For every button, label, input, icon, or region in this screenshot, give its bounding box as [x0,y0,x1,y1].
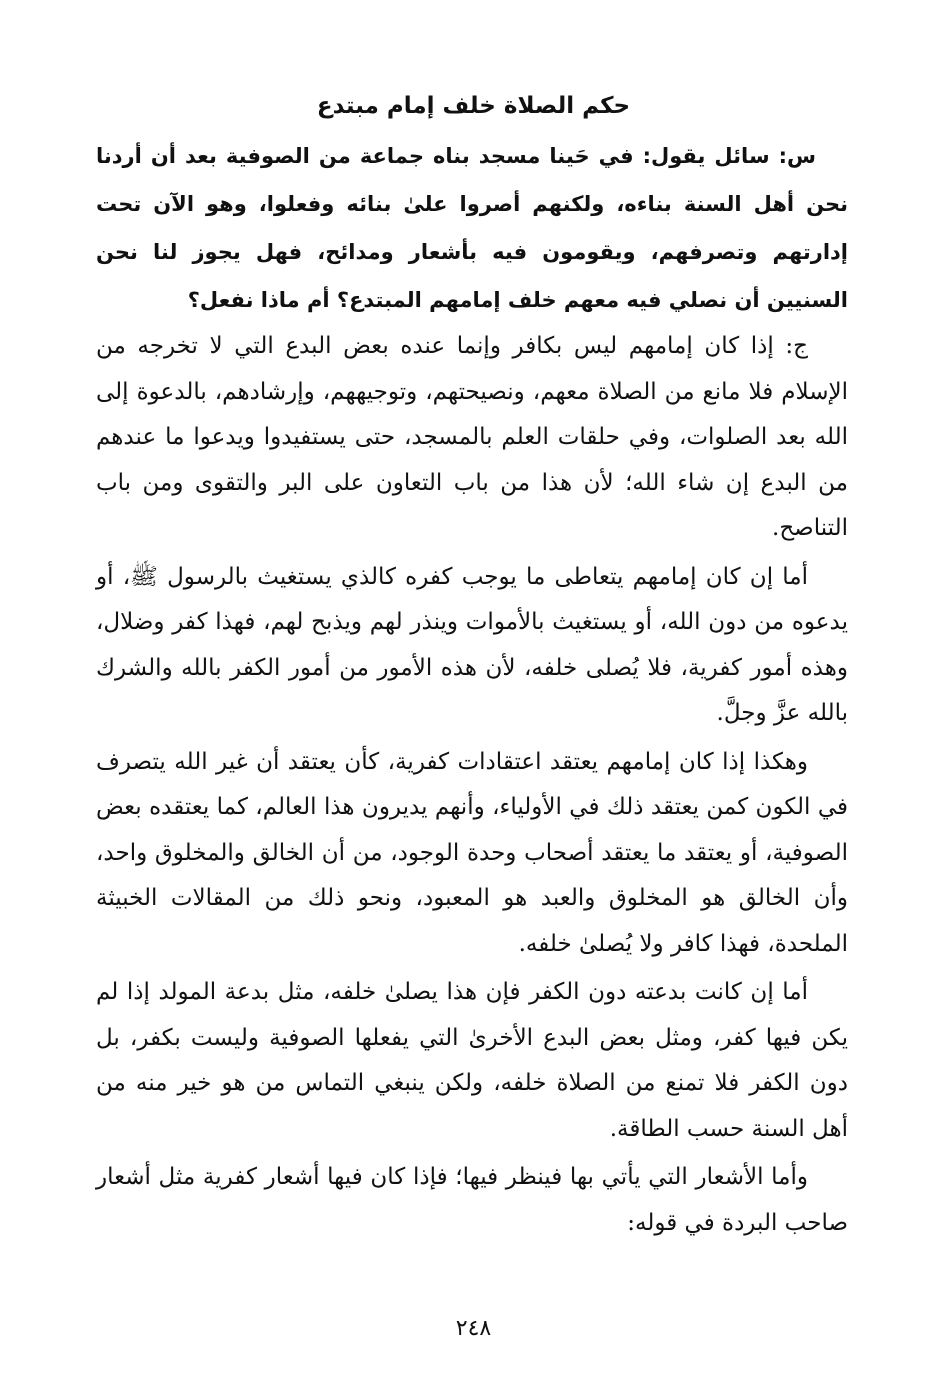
question-paragraph: س: سائل يقول: في حَينا مسجد بناه جماعة من الصوفية بعد أن أردنا نحن أهل السنة بناءه، ولكنهم أصروا علىٰ بنائه وفعلوا، وهو الآن تحت إدارتهم وتصرفهم، ويقومون فيه بأشعار ومدائح، فهل يجوز لنا نحن السنيين أن نصلي فيه معهم خلف إمامهم المبتدع؟ أم ماذا نفعل؟ [96,144,848,312]
answer-paragraph-2: أما إن كان إمامهم يتعاطى ما يوجب كفره كالذي يستغيث بالرسول ﷺ، أو يدعوه من دون الله، أو يستغيث بالأموات وينذر لهم ويذبح لهم، فهذا كفر وضلال، وهذه أمور كفرية، فلا يُصلى خلفه، لأن هذه الأمور من أمور الكفر بالله والشرك بالله عزَّ وجلَّ. [96,563,848,726]
page-number: ٢٤٨ [455,1316,492,1341]
answer-paragraph-1: ج: إذا كان إمامهم ليس بكافر وإنما عنده بعض البدع التي لا تخرجه من الإسلام فلا مانع من الصلاة معهم، ونصيحتهم، وتوجيههم، وإرشادهم، بالدعوة إلى الله بعد الصلوات، وفي حلقات العلم بالمسجد، حتى يستفيدوا ويدعوا ما عندهم من البدع إن شاء الله؛ لأن هذا من باب التعاون على البر والتقوى ومن باب التناصح. [96,333,848,541]
answer-paragraph-5: وأما الأشعار التي يأتي بها فينظر فيها؛ فإذا كان فيها أشعار كفرية مثل أشعار صاحب البردة في قوله: [96,1164,848,1236]
answer-paragraph-3: وهكذا إذا كان إمامهم يعتقد اعتقادات كفرية، كأن يعتقد أن غير الله يتصرف في الكون كمن يعتقد ذلك في الأولياء، وأنهم يديرون هذا العالم، كما يعتقده بعض الصوفية، أو يعتقد ما يعتقد أصحاب وحدة الوجود، من أن الخالق والمخلوق واحد، وأن الخالق هو المخلوق والعبد هو المعبود، ونحو ذلك من المقالات الخبيثة الملحدة، فهذا كافر ولا يُصلىٰ خلفه. [96,748,848,957]
page-title: حكم الصلاة خلف إمام مبتدع [316,93,631,119]
page-body [96,132,848,1246]
answer-paragraph-4: أما إن كانت بدعته دون الكفر فإن هذا يصلىٰ خلفه، مثل بدعة المولد إذا لم يكن فيها كفر، ومثل بعض البدع الأخرىٰ التي يفعلها الصوفية وليست بكفر، بل دون الكفر فلا تمنع من الصلاة خلفه، ولكن ينبغي التماس من هو خير منه من أهل السنة حسب الطاقة. [96,979,848,1142]
